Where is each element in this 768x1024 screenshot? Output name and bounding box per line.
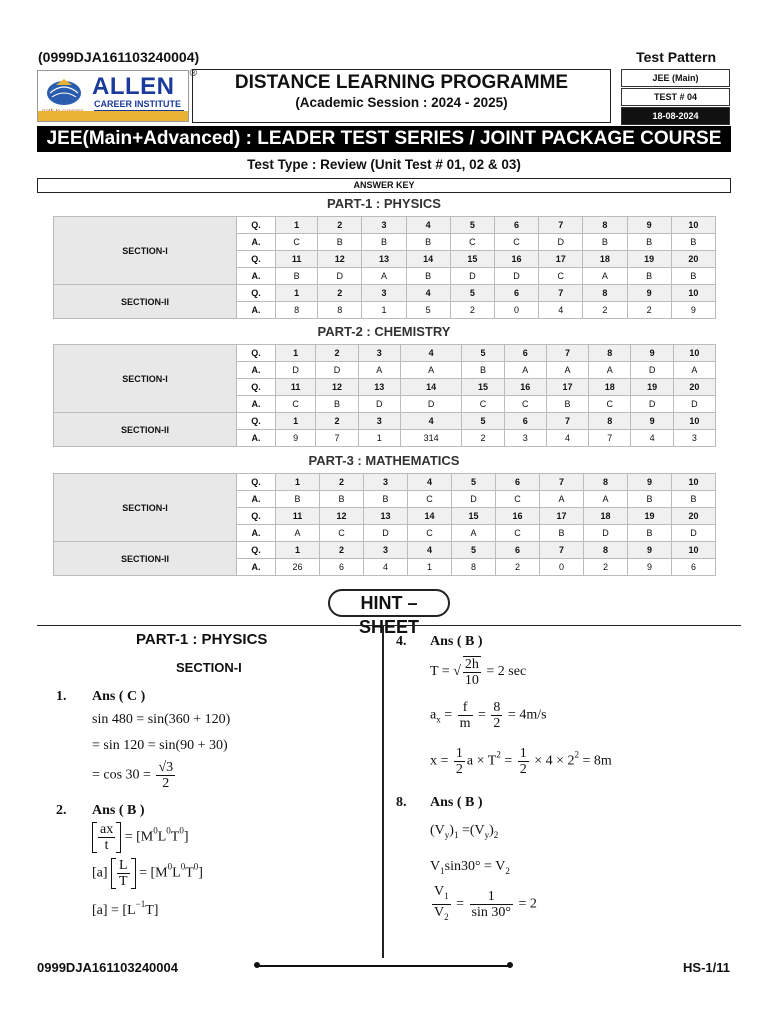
answer-cell: 314 xyxy=(400,430,462,447)
question-number-cell: 8 xyxy=(583,217,627,234)
question-number-cell: 1 xyxy=(276,217,318,234)
question-number-cell: 8 xyxy=(589,413,631,430)
test-date: 18-08-2024 xyxy=(621,107,730,125)
question-number: 8. xyxy=(396,795,407,810)
hint-part-title: PART-1 : PHYSICS xyxy=(136,631,268,648)
answer-cell: 5 xyxy=(406,302,450,319)
equation: [a] $\frac{L}{T}$ = $[M^0L^0T^0]$ xyxy=(92,858,203,889)
question-number-cell: 17 xyxy=(540,508,584,525)
equation: $a_x$ = $\frac{f}{m}$ = $\frac{8}{2}$ = 4m/s xyxy=(430,700,547,731)
question-number-cell: 3 xyxy=(358,413,400,430)
question-number-cell: 19 xyxy=(627,251,671,268)
answer-cell: D xyxy=(673,396,715,413)
question-number-cell: 10 xyxy=(671,217,715,234)
question-number-cell: 10 xyxy=(672,542,716,559)
question-number-cell: 5 xyxy=(462,413,504,430)
page-number: HS-1/11 xyxy=(683,960,730,975)
question-number-cell: 9 xyxy=(628,542,672,559)
question-number-cell: 6 xyxy=(496,542,540,559)
section-label: SECTION-II xyxy=(54,285,237,319)
row-head: A. xyxy=(237,362,276,379)
question-number-cell: 2 xyxy=(320,542,364,559)
question-number-cell: 9 xyxy=(631,345,673,362)
answer-cell: B xyxy=(462,362,504,379)
answer-cell: 0 xyxy=(494,302,538,319)
globe-emblem-icon xyxy=(42,77,86,107)
answer-row xyxy=(54,474,716,491)
answer-cell: B xyxy=(546,396,588,413)
row-head: Q. xyxy=(237,474,276,491)
logo-brand: ALLEN xyxy=(92,73,175,100)
answer-cell: 3 xyxy=(504,430,546,447)
answer-cell: D xyxy=(494,268,538,285)
question-number-cell: 3 xyxy=(362,217,406,234)
answer-cell: A xyxy=(540,491,584,508)
answer-cell: D xyxy=(631,362,673,379)
question-number-cell: 7 xyxy=(546,413,588,430)
row-head: A. xyxy=(237,396,276,413)
footer-code: 0999DJA161103240004 xyxy=(37,960,178,975)
answer-cell: C xyxy=(450,234,494,251)
answer-cell: D xyxy=(539,234,583,251)
answer-cell: B xyxy=(276,268,318,285)
answer-cell: B xyxy=(316,396,358,413)
answer-cell: 8 xyxy=(452,559,496,576)
answer-cell: B xyxy=(320,491,364,508)
answer-cell: D xyxy=(450,268,494,285)
question-number-cell: 7 xyxy=(539,217,583,234)
question-number-cell: 11 xyxy=(276,379,316,396)
question-number-cell: 9 xyxy=(627,217,671,234)
question-number-cell: 6 xyxy=(504,413,546,430)
row-head: Q. xyxy=(237,285,276,302)
footer-line xyxy=(257,965,511,967)
question-number-cell: 12 xyxy=(316,379,358,396)
question-number-cell: 10 xyxy=(671,285,715,302)
question-number-cell: 5 xyxy=(450,285,494,302)
answer-cell: 1 xyxy=(358,430,400,447)
answer-cell: B xyxy=(364,491,408,508)
question-number-cell: 14 xyxy=(408,508,452,525)
answer-cell: A xyxy=(546,362,588,379)
question-number-cell: 7 xyxy=(540,474,584,491)
question-number: 1. xyxy=(56,689,67,704)
document-code: (0999DJA161103240004) xyxy=(38,49,200,65)
hint-section-title: SECTION-I xyxy=(176,660,242,675)
question-number-cell: 10 xyxy=(673,413,715,430)
test-pattern-label: Test Pattern xyxy=(636,49,716,65)
question-number-cell: 4 xyxy=(408,474,452,491)
answer-cell: 3 xyxy=(673,430,715,447)
row-head: A. xyxy=(237,525,276,542)
section-label: SECTION-II xyxy=(54,542,237,576)
answer-cell: 4 xyxy=(631,430,673,447)
question-number-cell: 15 xyxy=(452,508,496,525)
row-head: Q. xyxy=(237,542,276,559)
answer-label: Ans ( B ) xyxy=(430,795,483,810)
answer-cell: B xyxy=(406,268,450,285)
answer-cell: D xyxy=(400,396,462,413)
equation: T = √ $\frac{2h}{10}$ = 2 sec xyxy=(430,657,527,688)
question-number-cell: 18 xyxy=(589,379,631,396)
answer-cell: B xyxy=(628,525,672,542)
question-number-cell: 8 xyxy=(583,285,627,302)
answer-cell: 8 xyxy=(318,302,362,319)
logo-institute: CAREER INSTITUTE xyxy=(94,99,182,109)
question-number-cell: 15 xyxy=(462,379,504,396)
question-number-cell: 3 xyxy=(358,345,400,362)
answer-cell: A xyxy=(400,362,462,379)
question-number-cell: 16 xyxy=(494,251,538,268)
answer-row xyxy=(54,285,716,302)
question-number-cell: 13 xyxy=(358,379,400,396)
row-head: Q. xyxy=(237,345,276,362)
test-number: TEST # 04 xyxy=(621,88,730,106)
exam-name: JEE (Main) xyxy=(621,69,730,87)
answer-key-heading: ANSWER KEY xyxy=(37,178,731,193)
question-number-cell: 4 xyxy=(406,217,450,234)
answer-cell: B xyxy=(540,525,584,542)
answer-cell: D xyxy=(452,491,496,508)
question-number-cell: 7 xyxy=(546,345,588,362)
question-number-cell: 12 xyxy=(318,251,362,268)
question-number-cell: 12 xyxy=(320,508,364,525)
section-label: SECTION-II xyxy=(54,413,237,447)
answer-cell: 0 xyxy=(540,559,584,576)
answer-cell: A xyxy=(589,362,631,379)
section-label: SECTION-I xyxy=(54,474,237,542)
equation: $\frac{V_1}{V_2}$ = $\frac{1}{\sin 30^\circ}$ = 2 xyxy=(434,884,537,922)
answer-cell: D xyxy=(631,396,673,413)
equation: = cos 30 = $\frac{√3}{2}$ xyxy=(92,760,174,791)
answer-label: Ans ( B ) xyxy=(430,634,483,649)
test-meta-box xyxy=(621,69,730,121)
row-head: Q. xyxy=(237,413,276,430)
question-number-cell: 8 xyxy=(589,345,631,362)
answer-cell: A xyxy=(673,362,715,379)
equation: x = $\frac{1}{2}$ $a \times T^2$ = $\frac{1}{2}$ × $4 \times 2^2 = 8m$ xyxy=(430,746,612,777)
answer-cell: A xyxy=(504,362,546,379)
answer-cell: C xyxy=(589,396,631,413)
question-number-cell: 7 xyxy=(540,542,584,559)
question-number-cell: 17 xyxy=(539,251,583,268)
answer-cell: B xyxy=(318,234,362,251)
question-number-cell: 10 xyxy=(673,345,715,362)
question-number-cell: 14 xyxy=(400,379,462,396)
question-number-cell: 10 xyxy=(672,474,716,491)
question-number-cell: 19 xyxy=(631,379,673,396)
question-number-cell: 17 xyxy=(546,379,588,396)
question-number-cell: 18 xyxy=(583,251,627,268)
question-number-cell: 3 xyxy=(364,474,408,491)
answer-cell: 26 xyxy=(276,559,320,576)
answer-cell: 2 xyxy=(583,302,627,319)
question-number-cell: 2 xyxy=(318,217,362,234)
question-number-cell: 2 xyxy=(318,285,362,302)
answer-cell: B xyxy=(671,268,715,285)
question-number-cell: 6 xyxy=(496,474,540,491)
answer-cell: B xyxy=(628,491,672,508)
answer-cell: A xyxy=(584,491,628,508)
answer-cell: D xyxy=(672,525,716,542)
answer-cell: D xyxy=(316,362,358,379)
answer-row xyxy=(54,217,716,234)
physics-answer-table xyxy=(53,216,716,319)
row-head: A. xyxy=(237,268,276,285)
question-number-cell: 4 xyxy=(408,542,452,559)
question-number-cell: 16 xyxy=(496,508,540,525)
question-number-cell: 5 xyxy=(462,345,504,362)
answer-cell: C xyxy=(320,525,364,542)
row-head: A. xyxy=(237,234,276,251)
question-number-cell: 4 xyxy=(400,413,462,430)
equation: $[a] = [L^{-1}T]$ xyxy=(92,899,159,918)
answer-cell: 9 xyxy=(671,302,715,319)
answer-cell: 2 xyxy=(462,430,504,447)
answer-cell: D xyxy=(584,525,628,542)
answer-cell: 2 xyxy=(450,302,494,319)
answer-cell: 1 xyxy=(408,559,452,576)
answer-cell: C xyxy=(504,396,546,413)
equation: $\frac{ax}{t}$ = $[M^0L^0T^0]$ xyxy=(92,822,189,853)
equation: = sin 120 = sin(90 + 30) xyxy=(92,738,228,753)
answer-cell: 6 xyxy=(672,559,716,576)
answer-row xyxy=(54,542,716,559)
row-head: A. xyxy=(237,302,276,319)
row-head: Q. xyxy=(237,379,276,396)
answer-cell: D xyxy=(318,268,362,285)
answer-cell: 8 xyxy=(276,302,318,319)
answer-cell: B xyxy=(672,491,716,508)
question-number-cell: 1 xyxy=(276,285,318,302)
answer-cell: 2 xyxy=(584,559,628,576)
answer-label: Ans ( C ) xyxy=(92,689,146,704)
footer-dot xyxy=(507,962,513,968)
answer-cell: C xyxy=(276,234,318,251)
test-type: Test Type : Review (Unit Test # 01, 02 & 03) xyxy=(247,157,521,172)
registered-mark: ® xyxy=(189,68,197,79)
physics-part-title: PART-1 : PHYSICS xyxy=(327,196,441,211)
question-number-cell: 4 xyxy=(406,285,450,302)
question-number-cell: 6 xyxy=(504,345,546,362)
equation: sin 480 = sin(360 + 120) xyxy=(92,712,231,727)
answer-cell: A xyxy=(583,268,627,285)
hint-divider-line xyxy=(37,625,741,626)
question-number-cell: 11 xyxy=(276,508,320,525)
answer-cell: B xyxy=(276,491,320,508)
question-number-cell: 18 xyxy=(584,508,628,525)
question-number-cell: 6 xyxy=(494,217,538,234)
question-number-cell: 5 xyxy=(452,474,496,491)
answer-cell: 7 xyxy=(316,430,358,447)
question-number-cell: 7 xyxy=(539,285,583,302)
question-number-cell: 1 xyxy=(276,413,316,430)
academic-session: (Academic Session : 2024 - 2025) xyxy=(295,95,508,110)
answer-cell: B xyxy=(583,234,627,251)
row-head: A. xyxy=(237,559,276,576)
question-number-cell: 4 xyxy=(400,345,462,362)
answer-cell: C xyxy=(496,491,540,508)
question-number-cell: 9 xyxy=(631,413,673,430)
answer-cell: D xyxy=(364,525,408,542)
answer-cell: D xyxy=(358,396,400,413)
answer-cell: B xyxy=(671,234,715,251)
row-head: Q. xyxy=(237,251,276,268)
question-number-cell: 2 xyxy=(320,474,364,491)
programme-box xyxy=(189,68,611,123)
answer-row xyxy=(54,345,716,362)
question-number-cell: 14 xyxy=(406,251,450,268)
mathematics-answer-table xyxy=(53,473,716,576)
question-number-cell: 1 xyxy=(276,474,320,491)
answer-cell: B xyxy=(362,234,406,251)
question-number-cell: 5 xyxy=(450,217,494,234)
answer-cell: C xyxy=(276,396,316,413)
answer-label: Ans ( B ) xyxy=(92,803,145,818)
row-head: Q. xyxy=(237,508,276,525)
answer-cell: 6 xyxy=(320,559,364,576)
logo-strip xyxy=(38,111,188,121)
section-label: SECTION-I xyxy=(54,345,237,413)
question-number-cell: 20 xyxy=(672,508,716,525)
answer-cell: 4 xyxy=(539,302,583,319)
question-number-cell: 2 xyxy=(316,413,358,430)
question-number-cell: 3 xyxy=(364,542,408,559)
question-number-cell: 8 xyxy=(584,474,628,491)
answer-cell: A xyxy=(276,525,320,542)
answer-cell: A xyxy=(452,525,496,542)
column-divider xyxy=(382,626,384,958)
question-number-cell: 19 xyxy=(628,508,672,525)
section-label: SECTION-I xyxy=(54,217,237,285)
equation: $(V_y)_1 =(V_y)_2$ xyxy=(430,823,499,840)
answer-cell: D xyxy=(276,362,316,379)
answer-cell: 4 xyxy=(546,430,588,447)
question-number-cell: 6 xyxy=(494,285,538,302)
question-number-cell: 9 xyxy=(627,285,671,302)
answer-cell: 9 xyxy=(276,430,316,447)
question-number-cell: 9 xyxy=(628,474,672,491)
answer-cell: B xyxy=(627,268,671,285)
question-number-cell: 3 xyxy=(362,285,406,302)
answer-cell: C xyxy=(408,525,452,542)
answer-cell: 1 xyxy=(362,302,406,319)
question-number-cell: 20 xyxy=(671,251,715,268)
question-number-cell: 1 xyxy=(276,542,320,559)
answer-cell: 9 xyxy=(628,559,672,576)
answer-cell: C xyxy=(496,525,540,542)
row-head: A. xyxy=(237,491,276,508)
row-head: Q. xyxy=(237,217,276,234)
question-number-cell: 1 xyxy=(276,345,316,362)
programme-title: DISTANCE LEARNING PROGRAMME xyxy=(234,72,569,93)
question-number-cell: 15 xyxy=(450,251,494,268)
question-number-cell: 2 xyxy=(316,345,358,362)
question-number-cell: 8 xyxy=(584,542,628,559)
chemistry-part-title: PART-2 : CHEMISTRY xyxy=(317,324,451,339)
answer-cell: C xyxy=(408,491,452,508)
question-number: 4. xyxy=(396,634,407,649)
question-number-cell: 16 xyxy=(504,379,546,396)
answer-cell: B xyxy=(406,234,450,251)
allen-logo xyxy=(37,68,197,122)
answer-cell: 7 xyxy=(589,430,631,447)
answer-row xyxy=(54,413,716,430)
question-number-cell: 13 xyxy=(362,251,406,268)
answer-cell: C xyxy=(462,396,504,413)
answer-cell: B xyxy=(627,234,671,251)
question-number: 2. xyxy=(56,803,67,818)
row-head: A. xyxy=(237,430,276,447)
answer-cell: C xyxy=(494,234,538,251)
question-number-cell: 13 xyxy=(364,508,408,525)
question-number-cell: 11 xyxy=(276,251,318,268)
answer-cell: 2 xyxy=(496,559,540,576)
hint-sheet-title: HINT – SHEET xyxy=(328,589,450,617)
mathematics-part-title: PART-3 : MATHEMATICS xyxy=(308,453,460,468)
answer-cell: A xyxy=(362,268,406,285)
chemistry-answer-table xyxy=(53,344,716,447)
equation: $V_1\sin 30^\circ = V_2$ xyxy=(430,859,510,876)
answer-cell: C xyxy=(539,268,583,285)
question-number-cell: 5 xyxy=(452,542,496,559)
answer-cell: 4 xyxy=(364,559,408,576)
question-number-cell: 20 xyxy=(673,379,715,396)
course-banner: JEE(Main+Advanced) : LEADER TEST SERIES / JOINT PACKAGE COURSE xyxy=(37,126,731,152)
answer-cell: A xyxy=(358,362,400,379)
answer-cell: 2 xyxy=(627,302,671,319)
